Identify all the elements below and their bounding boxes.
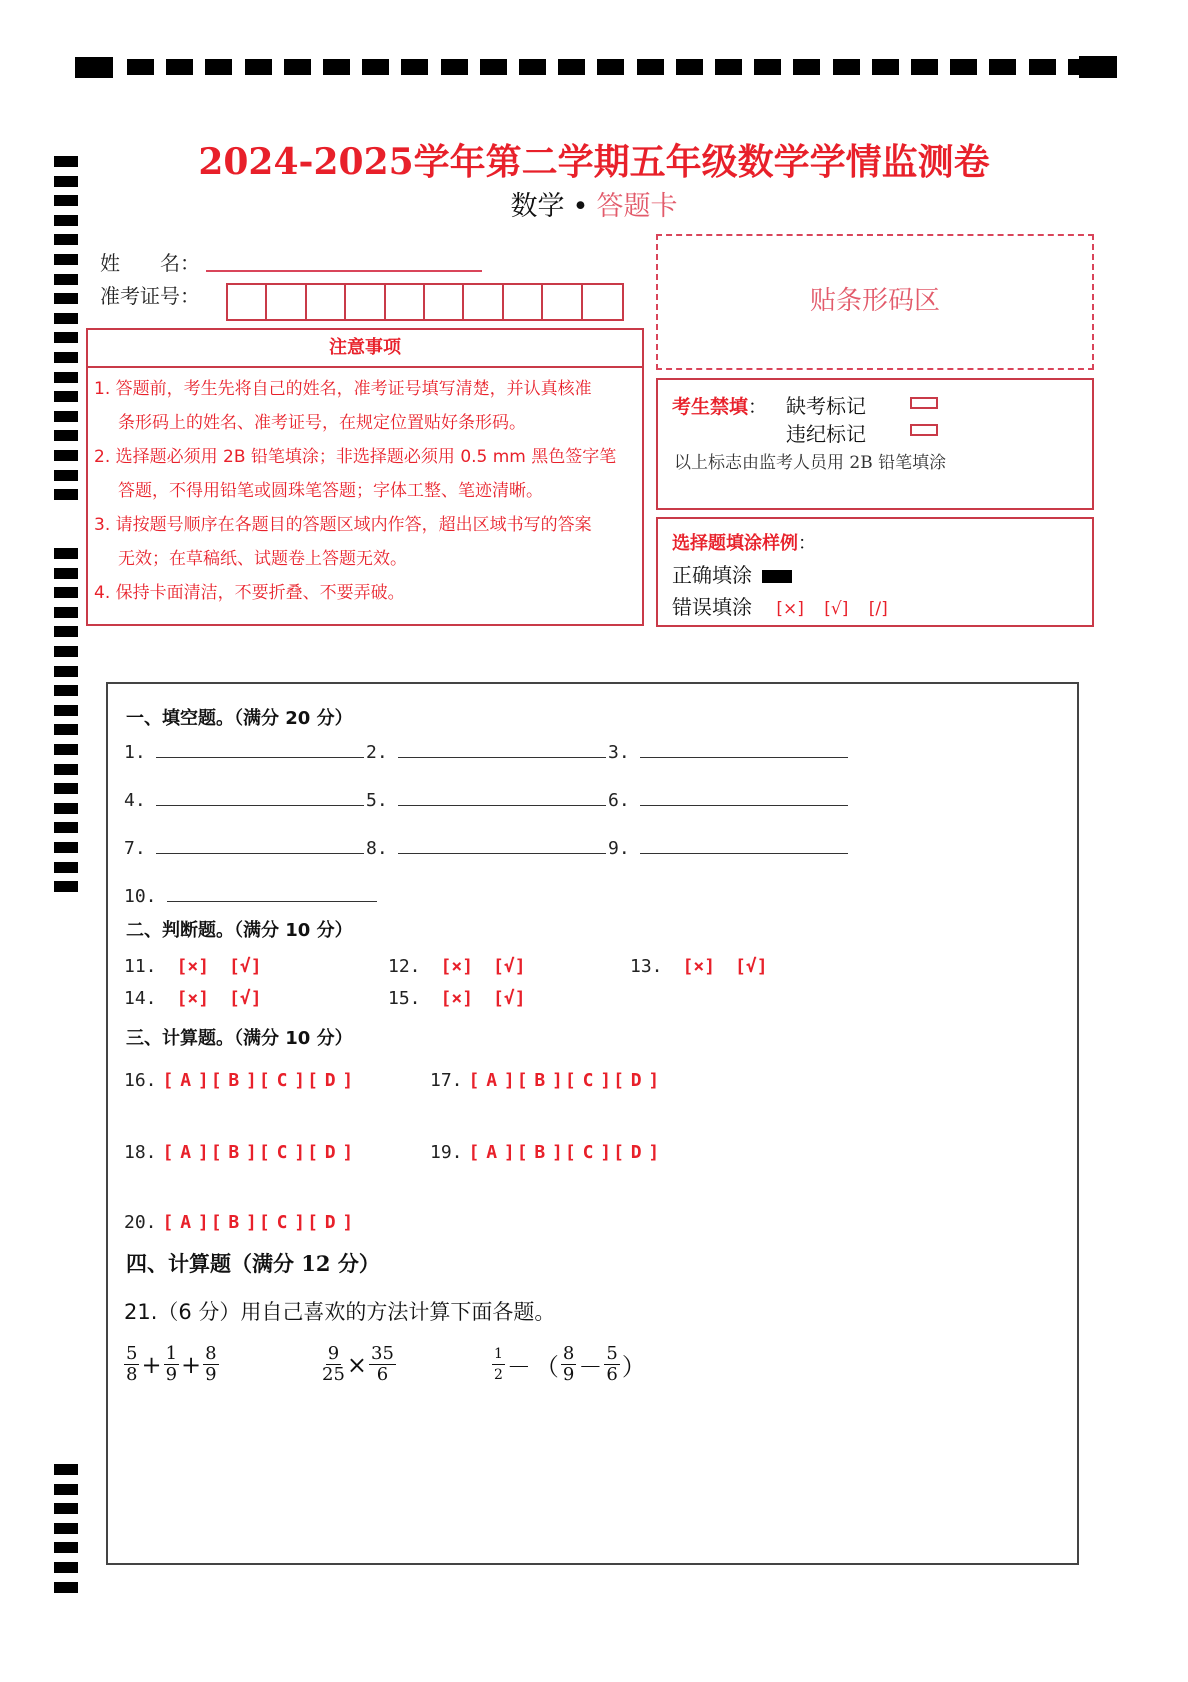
choice-question: 16. [ A ] [ B ] [ C ] [ D ] <box>124 1070 352 1091</box>
timing-mark <box>989 59 1016 75</box>
choice-bubble[interactable]: [ D ] <box>307 1070 352 1091</box>
left-paren: （ <box>534 1353 559 1381</box>
exam-id-cell[interactable] <box>543 285 582 321</box>
choice-bubble[interactable]: [ C ] <box>258 1212 304 1233</box>
notice-item: 4. 保持卡面清洁，不要折叠、不要弄破。 <box>94 583 405 603</box>
answer-blank[interactable] <box>398 757 606 758</box>
absent-mark-box[interactable] <box>910 397 938 409</box>
choice-bubble[interactable]: [ B ] <box>210 1070 255 1091</box>
timing-mark <box>54 1484 78 1495</box>
answer-blank[interactable] <box>167 901 377 902</box>
timing-mark <box>362 59 389 75</box>
wrong-sample <box>672 591 888 620</box>
timing-mark <box>54 430 78 441</box>
choice-bubble[interactable]: [ A ] <box>162 1142 207 1163</box>
choice-question: 19. [ A ] [ B ] [ C ] [ D ] <box>430 1142 658 1163</box>
timing-mark <box>54 411 78 422</box>
choice-question: 18. [ A ] [ B ] [ C ] [ D ] <box>124 1142 352 1163</box>
timing-mark <box>245 59 272 75</box>
timing-mark <box>205 59 232 75</box>
choice-bubble[interactable]: [ D ] <box>613 1142 658 1163</box>
notice-item: 3. 请按题号顺序在各题目的答题区域内作答，超出区域书写的答案 无效；在草稿纸、试题卷上答题无效。 <box>94 515 592 569</box>
timing-mark <box>54 352 78 363</box>
judge-question: 14. [×] [√] <box>124 988 262 1009</box>
timing-mark <box>519 59 546 75</box>
fraction: $\frac{5}{6}$ <box>606 1343 618 1385</box>
expression-3 <box>492 1344 648 1385</box>
timing-mark <box>284 59 311 75</box>
choice-bubble[interactable]: [ C ] <box>564 1070 610 1091</box>
notice-title: 注意事项 <box>88 330 642 368</box>
absent-label: 缺考标记 <box>786 394 866 418</box>
wrong-mark-cross: [×] <box>776 599 804 619</box>
choice-bubble[interactable]: [ B ] <box>210 1212 255 1233</box>
notice-item: 1. 答题前，考生先将自己的姓名，准考证号填写清楚，并认真核准 条形码上的姓名、准考证号，在规定位置贴好条形码。 <box>94 379 592 433</box>
exam-id-cell[interactable] <box>386 285 425 321</box>
timing-mark <box>54 1542 78 1553</box>
exam-id-cell[interactable] <box>228 285 267 321</box>
name-field[interactable] <box>206 250 482 272</box>
fill-question: 8. <box>366 838 606 859</box>
timing-mark <box>54 274 78 285</box>
true-bubble[interactable]: [√] <box>493 988 526 1009</box>
timing-mark <box>54 744 78 755</box>
barcode-label: 贴条形码区 <box>809 286 940 316</box>
timing-mark <box>127 59 154 75</box>
false-bubble[interactable]: [×] <box>440 988 474 1009</box>
timing-mark <box>54 372 78 383</box>
fill-sample-box <box>656 517 1094 627</box>
answer-blank[interactable] <box>398 805 606 806</box>
wrong-label: 错误填涂 <box>672 595 752 619</box>
fraction: $\frac{1}{2}$ <box>494 1346 503 1383</box>
sample-title: 选择题填涂样例 <box>672 533 798 554</box>
timing-mark <box>54 313 78 324</box>
timing-mark <box>54 862 78 873</box>
proctor-note: 以上标志由监考人员用 2B 铅笔填涂 <box>674 453 947 473</box>
fraction: $\frac{8}{9}$ <box>205 1343 217 1385</box>
answer-blank[interactable] <box>156 757 364 758</box>
timing-mark <box>911 59 938 75</box>
exam-id-cell[interactable] <box>307 285 346 321</box>
timing-mark <box>323 59 350 75</box>
timing-mark <box>54 881 78 892</box>
fill-question: 10. <box>124 886 377 907</box>
fraction: $\frac{8}{9}$ <box>562 1343 575 1385</box>
timing-mark <box>54 1582 78 1593</box>
timing-mark <box>54 666 78 677</box>
plus-operator: + <box>141 1350 162 1379</box>
timing-mark <box>676 59 703 75</box>
answer-blank[interactable] <box>156 805 364 806</box>
fraction: $\frac{5}{8}$ <box>126 1343 138 1385</box>
true-bubble[interactable]: [√] <box>493 956 526 977</box>
section-calc-title: 四、计算题（满分 12 分） <box>126 1251 380 1276</box>
sample-title-wrap: 选择题填涂样例： <box>672 533 816 554</box>
answer-blank[interactable] <box>640 853 848 854</box>
answer-blank[interactable] <box>640 757 848 758</box>
minus-operator: － <box>578 1353 603 1381</box>
judge-question: 11. [×] [√] <box>124 956 262 977</box>
timing-mark <box>54 234 78 245</box>
timing-mark <box>54 391 78 402</box>
timing-mark <box>54 332 78 343</box>
answer-blank[interactable] <box>640 805 848 806</box>
timing-mark <box>1079 56 1117 78</box>
fill-question: 3. <box>608 742 848 763</box>
subtitle-card: 答题卡 <box>596 191 678 222</box>
timing-mark <box>54 1503 78 1514</box>
right-paren: ） <box>621 1353 646 1381</box>
exam-id-cell[interactable] <box>583 285 622 321</box>
wrong-mark-slash: [/] <box>868 599 888 619</box>
fill-question: 7. <box>124 838 364 859</box>
fill-question: 1. <box>124 742 364 763</box>
page-subtitle <box>0 184 1188 223</box>
true-bubble[interactable]: [√] <box>735 956 768 977</box>
choice-bubble[interactable]: [ C ] <box>564 1142 610 1163</box>
fraction: $\frac{1}{9}$ <box>165 1343 178 1385</box>
times-operator: × <box>346 1350 368 1379</box>
exam-id-grid <box>226 283 624 321</box>
timing-mark <box>166 59 193 75</box>
fill-question: 2. <box>366 742 606 763</box>
true-bubble[interactable]: [√] <box>229 988 262 1009</box>
fill-question: 5. <box>366 790 606 811</box>
judge-question: 13. [×] [√] <box>630 956 768 977</box>
timing-mark <box>54 626 78 637</box>
name-label: 姓 名： <box>100 251 200 275</box>
exam-id-cell[interactable] <box>267 285 306 321</box>
timing-mark <box>54 764 78 775</box>
timing-mark <box>597 59 624 75</box>
timing-mark <box>54 254 78 265</box>
timing-mark <box>1029 59 1056 75</box>
fill-question: 9. <box>608 838 848 859</box>
exam-id-cell[interactable] <box>504 285 543 321</box>
timing-mark <box>54 568 78 579</box>
timing-mark <box>54 1464 78 1475</box>
correct-label: 正确填涂 <box>672 563 752 587</box>
choice-bubble[interactable]: [ A ] <box>468 1070 513 1091</box>
false-bubble[interactable]: [×] <box>176 956 210 977</box>
proctor-label: 考生禁填 <box>672 396 749 418</box>
false-bubble[interactable]: [×] <box>440 956 474 977</box>
timing-mark <box>54 489 78 500</box>
timing-mark <box>54 822 78 833</box>
timing-mark <box>54 293 78 304</box>
timing-mark <box>54 587 78 598</box>
violation-label: 违纪标记 <box>786 422 866 446</box>
choice-bubble[interactable]: [ A ] <box>162 1212 207 1233</box>
choice-bubble[interactable]: [ C ] <box>258 1070 304 1091</box>
section-judge-title: 二、判断题。（满分 10 分） <box>126 920 353 941</box>
proctor-label-wrap: 考生禁填： <box>672 396 768 418</box>
timing-mark <box>54 803 78 814</box>
timing-mark <box>793 59 820 75</box>
timing-mark <box>54 450 78 461</box>
minus-operator: － <box>506 1353 531 1381</box>
judge-question: 12. [×] [√] <box>388 956 526 977</box>
timing-mark <box>715 59 742 75</box>
choice-bubble[interactable]: [ D ] <box>307 1142 352 1163</box>
exam-id-cell[interactable] <box>346 285 385 321</box>
timing-mark <box>54 1562 78 1573</box>
timing-mark <box>54 607 78 618</box>
false-bubble[interactable]: [×] <box>176 988 210 1009</box>
violation-mark-box[interactable] <box>910 424 938 436</box>
timing-mark <box>54 705 78 716</box>
expression-1 <box>124 1344 219 1385</box>
choice-bubble[interactable]: [ C ] <box>258 1142 304 1163</box>
timing-mark <box>75 57 113 78</box>
correct-sample <box>672 559 792 588</box>
timing-mark <box>54 646 78 657</box>
choice-question: 20. [ A ] [ B ] [ C ] [ D ] <box>124 1212 352 1233</box>
page-title: 2024-2025学年第二学期五年级数学学情监测卷 <box>198 141 990 183</box>
timing-mark <box>54 470 78 481</box>
wrong-mark-check: [√] <box>824 599 849 619</box>
notice-box <box>86 328 644 626</box>
timing-mark <box>54 685 78 696</box>
choice-bubble[interactable]: [ B ] <box>516 1070 561 1091</box>
timing-mark <box>833 59 860 75</box>
timing-mark <box>441 59 468 75</box>
choice-bubble[interactable]: [ D ] <box>613 1070 658 1091</box>
timing-mark <box>54 724 78 735</box>
notice-item: 2. 选择题必须用 2B 铅笔填涂；非选择题必须用 0.5 mm 黑色签字笔 答题，不得用铅笔或圆珠笔答题；字体工整、笔迹清晰。 <box>94 447 617 501</box>
question-21: 21.（6 分）用自己喜欢的方法计算下面各题。 <box>124 1300 556 1324</box>
timing-mark <box>558 59 585 75</box>
section-fill-title: 一、填空题。（满分 20 分） <box>126 708 353 729</box>
plus-operator: + <box>181 1350 202 1379</box>
answer-area <box>106 682 1079 1565</box>
timing-mark <box>480 59 507 75</box>
choice-bubble[interactable]: [ A ] <box>468 1142 513 1163</box>
timing-mark <box>637 59 664 75</box>
fraction: $\frac{9}{25}$ <box>322 1343 345 1385</box>
choice-bubble[interactable]: [ D ] <box>307 1212 352 1233</box>
choice-bubble[interactable]: [ B ] <box>210 1142 255 1163</box>
subtitle-subject: 数学 <box>510 191 565 222</box>
exam-id-label: 准考证号： <box>100 284 200 308</box>
expression-2 <box>322 1344 396 1385</box>
choice-bubble[interactable]: [ A ] <box>162 1070 207 1091</box>
timing-mark <box>54 842 78 853</box>
proctor-box <box>656 378 1094 510</box>
exam-id-cell[interactable] <box>464 285 503 321</box>
judge-question: 15. [×] [√] <box>388 988 526 1009</box>
section-choice-title: 三、计算题。（满分 10 分） <box>126 1028 353 1049</box>
timing-mark <box>54 1523 78 1534</box>
choice-question: 17. [ A ] [ B ] [ C ] [ D ] <box>430 1070 658 1091</box>
fill-question: 6. <box>608 790 848 811</box>
subtitle-dot: • <box>572 191 589 222</box>
true-bubble[interactable]: [√] <box>229 956 262 977</box>
timing-mark <box>754 59 781 75</box>
exam-id-cell[interactable] <box>425 285 464 321</box>
timing-mark <box>54 783 78 794</box>
choice-bubble[interactable]: [ B ] <box>516 1142 561 1163</box>
answer-blank[interactable] <box>398 853 606 854</box>
fraction: $\frac{35}{6}$ <box>371 1343 394 1385</box>
timing-mark <box>872 59 899 75</box>
fill-question: 4. <box>124 790 364 811</box>
barcode-area <box>656 234 1094 370</box>
timing-mark <box>950 59 977 75</box>
timing-mark <box>401 59 428 75</box>
filled-mark <box>762 570 792 583</box>
timing-mark <box>54 548 78 559</box>
answer-blank[interactable] <box>156 853 364 854</box>
false-bubble[interactable]: [×] <box>682 956 716 977</box>
